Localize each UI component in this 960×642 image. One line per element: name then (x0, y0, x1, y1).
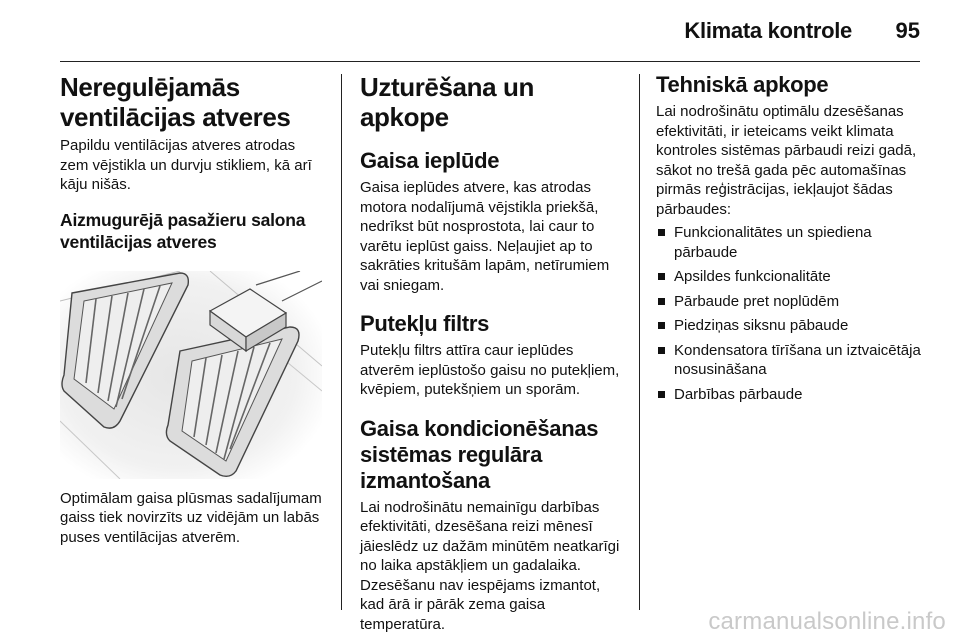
list-item (656, 341, 921, 380)
heading-line: Aizmugurējā pasažieru salona (60, 209, 306, 230)
heading-line: izmantošana (360, 467, 490, 493)
body-text: Lai nodrošinātu optimālu dzesēšanas efektivitāti, ir ieteicams veikt klimata kontroles sistēmas pārbaudi reizi gadā, sākot no trešā gada pēc automašīnas pirmās reģistrācijas, iekļaujot šādas pārbaudes: (656, 103, 917, 218)
square-bullet-icon (658, 322, 665, 329)
section-heading: Tehniskā apkope (656, 72, 829, 97)
list-item-text: Apsildes funkcionalitāte (674, 268, 831, 285)
body-text: Gaisa ieplūdes atvere, kas atrodas motora nodalījumā vējstikla priekšā, nedrīkst būt nosprostota, lai caur to varētu ieplūst gaiss. Neļaujiet ap to sakrāties kritušām lapām, netīrumiem vai sniegam. (360, 179, 610, 294)
subsection-heading (60, 209, 322, 253)
square-bullet-icon (658, 229, 665, 236)
page-header (60, 12, 920, 62)
column-3 (656, 72, 921, 409)
heading-line: sistēmas regulāra (360, 441, 543, 467)
column-2 (360, 72, 622, 634)
square-bullet-icon (658, 391, 665, 398)
column-divider (639, 74, 640, 610)
subsection-heading (360, 416, 622, 494)
list-item (656, 292, 921, 312)
checklist (656, 223, 921, 404)
column-1 (60, 72, 322, 547)
square-bullet-icon (658, 273, 665, 280)
column-divider (341, 74, 342, 610)
figure-caption: Optimālam gaisa plūsmas sadalījumam gaiss tiek novirzīts uz vidējām un labās puses ventilācijas atverēm. (60, 489, 322, 546)
heading-line: ventilācijas atveres (60, 231, 217, 252)
list-item-text: Piedziņas siksnu pābaude (674, 317, 849, 334)
square-bullet-icon (658, 347, 665, 354)
heading-line: ventilācijas atveres (60, 102, 291, 132)
section-heading: Uzturēšana un apkope (360, 72, 534, 132)
list-item-text: Funkcionalitātes un spiediena pārbaude (674, 224, 872, 261)
body-text: Papildu ventilācijas atveres atrodas zem vējstikla un durvju stikliem, kā arī kāju nišās. (60, 137, 312, 193)
section-heading (60, 72, 322, 132)
list-item-text: Kondensatora tīrīšana un iztvaicētāja nosusināšana (674, 341, 921, 378)
list-item (656, 267, 921, 287)
body-text: Putekļu filtrs attīra caur ieplūdes atverēm ieplūstošo gaisu no putekļiem, kvēpiem, putekšņiem un sporām. (360, 342, 620, 398)
page-number: 95 (895, 18, 920, 43)
rear-vents-drawing (60, 271, 322, 479)
heading-line: Neregulējamās (60, 72, 240, 102)
square-bullet-icon (658, 298, 665, 305)
chapter-title: Klimata kontrole (684, 18, 852, 43)
subsection-heading: Putekļu filtrs (360, 311, 490, 336)
watermark: carmanualsonline.info (708, 608, 946, 635)
subsection-heading: Gaisa ieplūde (360, 148, 500, 173)
list-item (656, 385, 921, 405)
heading-line: Gaisa kondicionēšanas (360, 415, 599, 441)
list-item-text: Pārbaude pret noplūdēm (674, 292, 840, 310)
list-item (656, 316, 921, 336)
rear-vents-illustration (60, 271, 322, 479)
list-item (656, 223, 921, 262)
list-item-text: Darbības pārbaude (674, 385, 803, 403)
body-text: Lai nodrošinātu nemainīgu darbības efektivitāti, dzesēšana reizi mēnesī jāieslēdz uz dažām minūtēm neatkarīgi no laika apstākļiem un gadalaika. Dzesēšanu nav iespējams izmantot, kad ārā ir pārāk zema gaisa temperatūra. (360, 498, 620, 633)
